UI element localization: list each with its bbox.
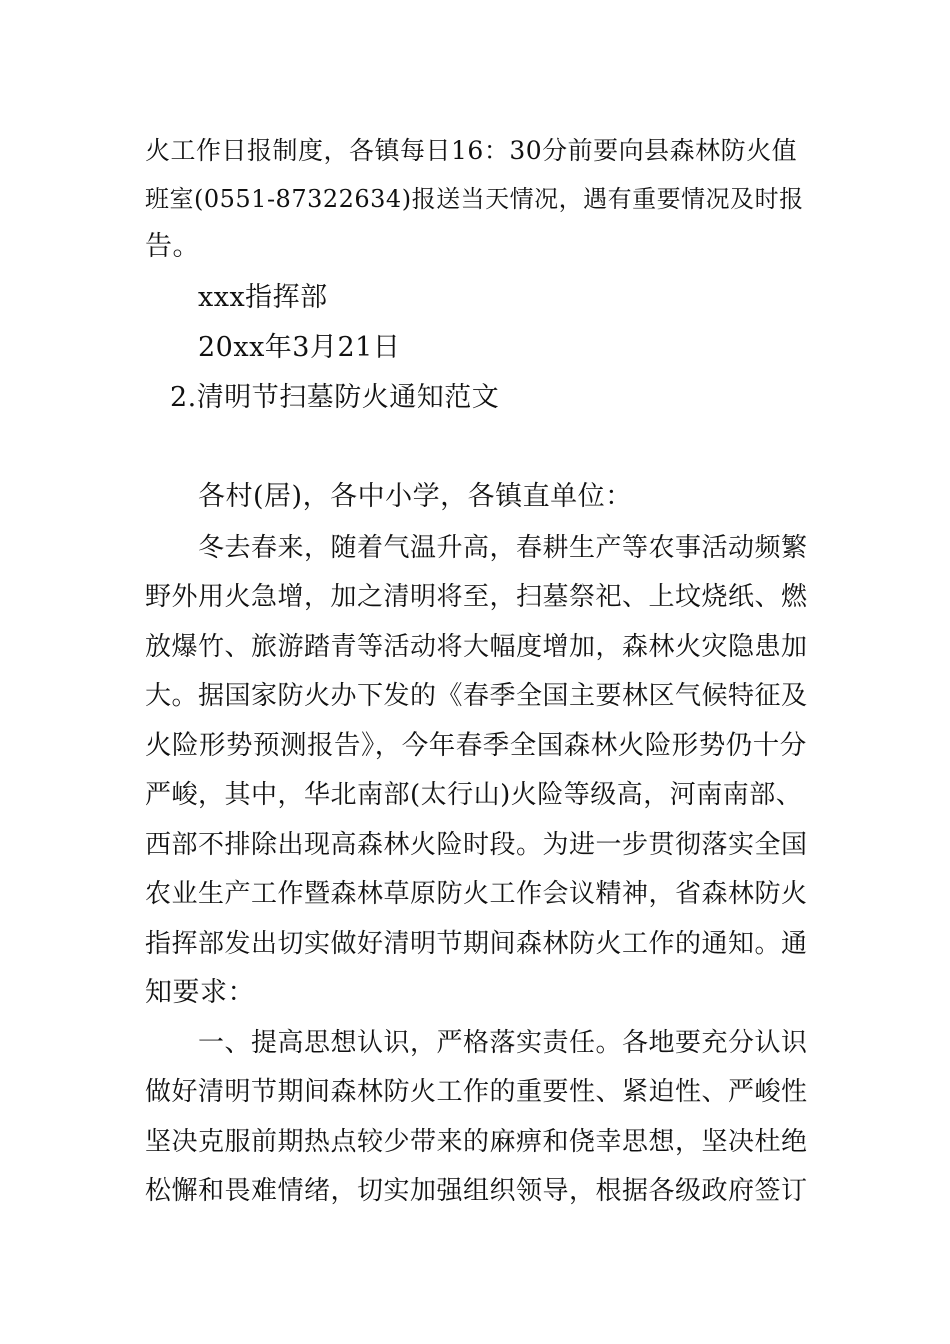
signature-organization: xxx指挥部	[198, 282, 328, 313]
text-line: 农业生产工作暨森林草原防火工作会议精神，省森林防火	[145, 879, 808, 909]
text-line: 野外用火急增，加之清明将至，扫墓祭祀、上坟烧纸、燃	[145, 582, 808, 612]
text-line: 指挥部发出切实做好清明节期间森林防火工作的通知。通	[145, 929, 808, 959]
text-line: 西部不排除出现高森林火险时段。为进一步贯彻落实全国	[145, 830, 808, 860]
salutation: 各村(居)，各中小学，各镇直单位：	[198, 481, 633, 512]
text-line: 火工作日报制度，各镇每日16：30分前要向县森林防火值	[145, 136, 798, 165]
text-line: 班室(0551-87322634)报送当天情况，遇有重要情况及时报	[145, 185, 804, 213]
section-heading: 2.清明节扫墓防火通知范文	[170, 382, 500, 413]
text-line: 告。	[145, 231, 200, 262]
text-line: 坚决克服前期热点较少带来的麻痹和侥幸思想，坚决杜绝	[145, 1127, 808, 1157]
text-line: 做好清明节期间森林防火工作的重要性、紧迫性、严峻性	[145, 1077, 808, 1107]
text-line: 放爆竹、旅游踏青等活动将大幅度增加，森林火灾隐患加	[145, 632, 808, 662]
text-line: 松懈和畏难情绪，切实加强组织领导，根据各级政府签订	[145, 1176, 808, 1206]
text-line: 严峻，其中，华北南部(太行山)火险等级高，河南南部、	[145, 780, 803, 810]
text-line: 火险形势预测报告》，今年春季全国森林火险形势仍十分	[145, 730, 807, 761]
text-line: 一、提高思想认识，严格落实责任。各地要充分认识	[198, 1028, 808, 1058]
text-line: 冬去春来，随着气温升高，春耕生产等农事活动频繁	[198, 533, 808, 563]
signature-date: 20xx年3月21日	[198, 332, 401, 363]
text-line: 大。据国家防火办下发的《春季全国主要林区气候特征及	[145, 681, 808, 711]
text-line: 知要求：	[145, 977, 255, 1008]
